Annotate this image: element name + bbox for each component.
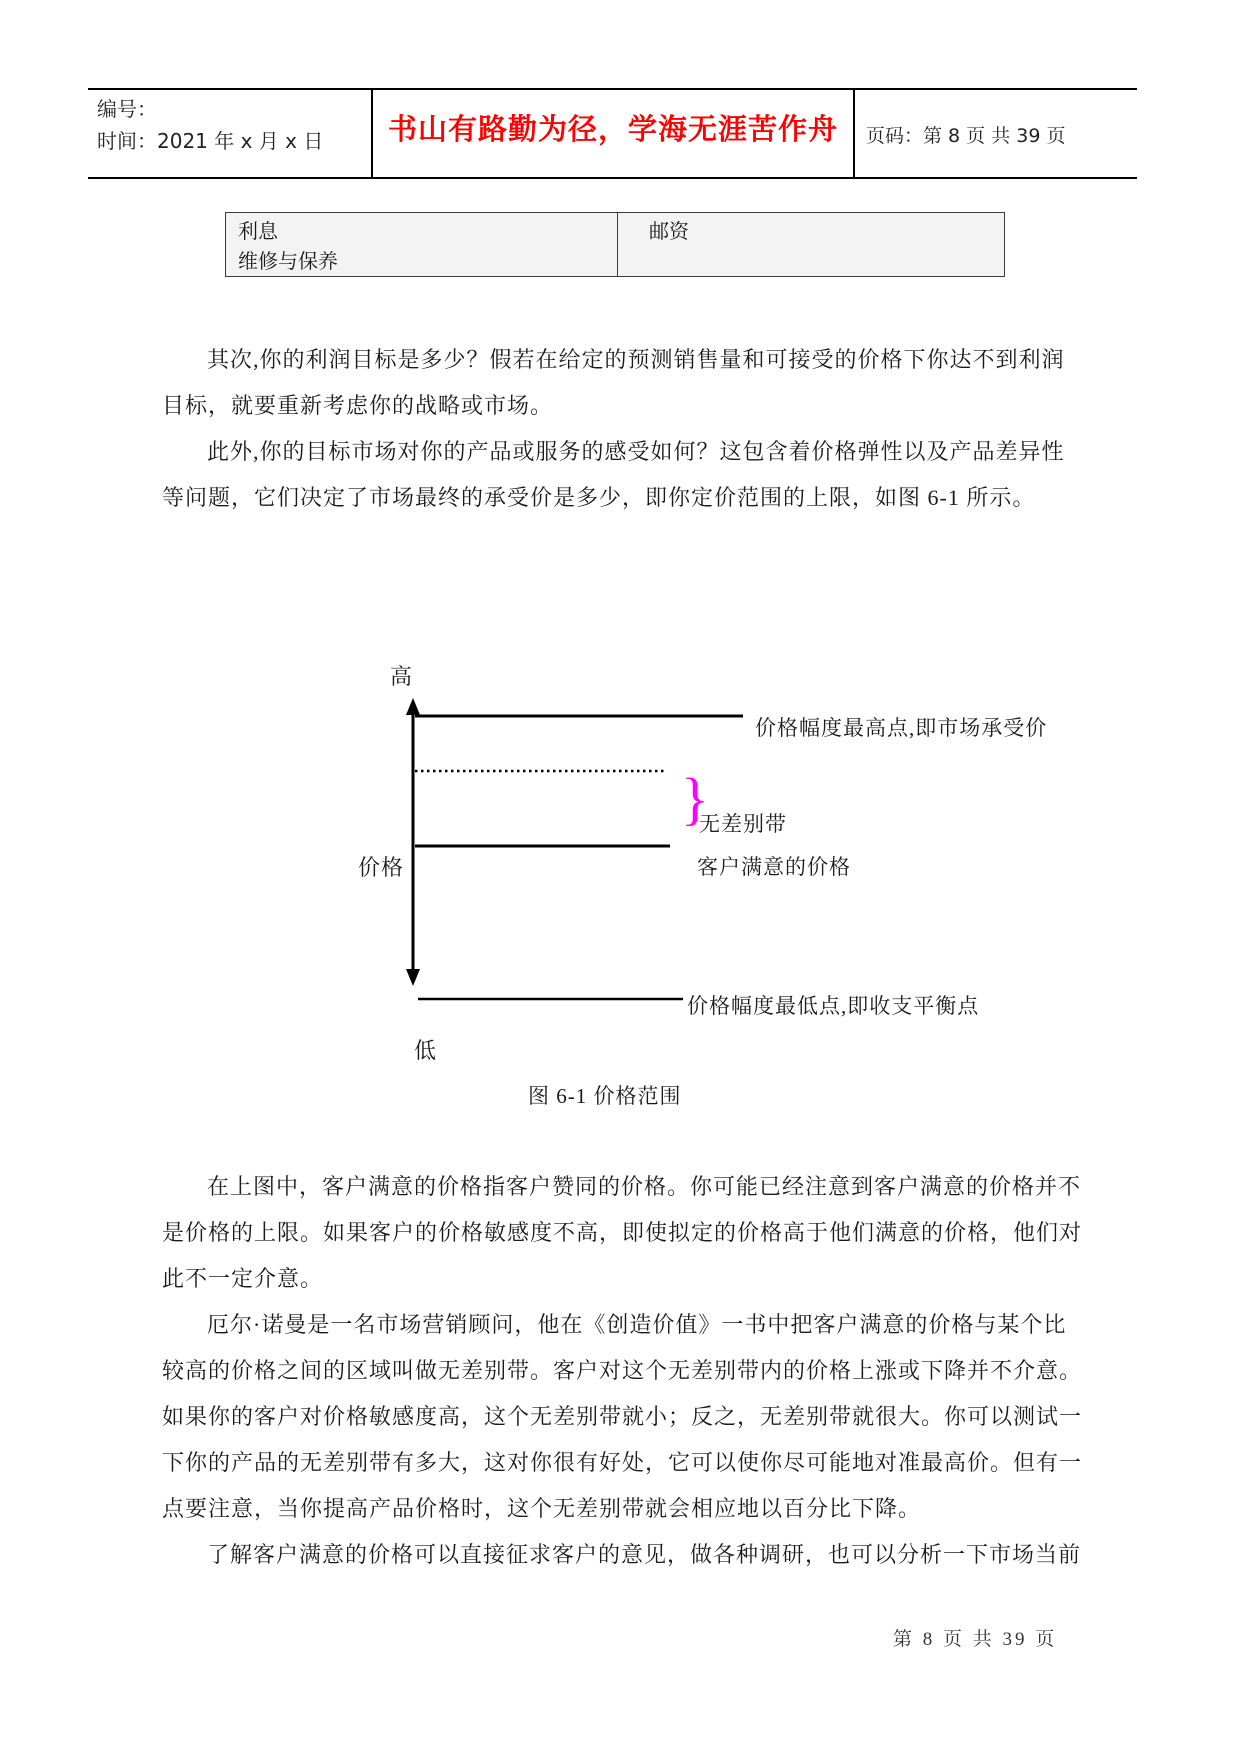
paragraph-line: 此外,你的目标市场对你的产品或服务的感受如何？这包含着价格弹性以及产品差异性 — [207, 439, 1065, 464]
body-bottom-paragraphs — [162, 1164, 1092, 1578]
paragraph-line: 如果你的客户对价格敏感度高，这个无差别带就小；反之，无差别带就很大。你可以测试一 — [162, 1404, 1083, 1429]
paragraph-line: 等问题，它们决定了市场最终的承受价是多少，即你定价范围的上限，如图 6-1 所示。 — [162, 485, 1036, 510]
header-number-label: 编号： — [97, 97, 157, 121]
figure-top-line-label: 价格幅度最高点,即市场承受价 — [755, 716, 1048, 740]
header-page-label: 页码：第 8 页 共 39 页 — [866, 125, 1066, 147]
paragraph-line: 其次,你的利润目标是多少？假若在给定的预测销售量和可接受的价格下你达不到利润 — [207, 347, 1065, 372]
paragraph-line: 了解客户满意的价格可以直接征求客户的意见，做各种调研，也可以分析一下市场当前 — [207, 1542, 1082, 1567]
cost-item-interest: 利息 — [238, 221, 278, 243]
paragraph-line: 点要注意，当你提高产品价格时，这个无差别带就会相应地以百分比下降。 — [162, 1496, 922, 1521]
header-time-label: 时间：2021 年 x 月 x 日 — [97, 129, 324, 153]
cost-table-right-cell — [649, 217, 689, 247]
figure-high-label: 高 — [390, 664, 414, 689]
paragraph-line: 此不一定介意。 — [162, 1266, 324, 1291]
paragraph-line: 是价格的上限。如果客户的价格敏感度不高，即使拟定的价格高于他们满意的价格，他们对 — [162, 1220, 1083, 1245]
paragraph-line: 下你的产品的无差别带有多大，这对你很有好处，它可以使你尽可能地对准最高价。但有一 — [162, 1450, 1083, 1475]
header-meta — [97, 93, 323, 157]
header-motto: 书山有路勤为径，学海无涯苦作舟 — [387, 114, 838, 146]
cost-item-maintenance: 维修与保养 — [238, 251, 338, 273]
figure-low-label: 低 — [414, 1038, 438, 1063]
cost-table — [225, 212, 1005, 277]
paragraph-line: 目标，就要重新考虑你的战略或市场。 — [162, 393, 554, 418]
band-brace-icon: } — [681, 766, 709, 831]
figure-axis-label: 价格 — [358, 855, 405, 880]
paragraph-line: 在上图中，客户满意的价格指客户赞同的价格。你可能已经注意到客户满意的价格并不 — [207, 1174, 1082, 1199]
figure-mid-line-label: 客户满意的价格 — [697, 855, 851, 879]
cost-table-left-cell — [238, 217, 338, 277]
arrow-down-icon — [406, 969, 420, 986]
figure-band-label: 无差别带 — [699, 812, 787, 836]
paragraph-line: 厄尔·诺曼是一名市场营销顾问，他在《创造价值》一书中把客户满意的价格与某个比 — [207, 1312, 1067, 1337]
figure-caption: 图 6-1 价格范围 — [528, 1084, 682, 1108]
paragraph-line: 较高的价格之间的区域叫做无差别带。客户对这个无差别带内的价格上涨或下降并不介意。 — [162, 1358, 1083, 1383]
cost-item-postage: 邮资 — [649, 221, 689, 243]
footer-page-label: 第 8 页 共 39 页 — [893, 1629, 1058, 1650]
figure-bottom-line-label: 价格幅度最低点,即收支平衡点 — [687, 994, 980, 1018]
header-divider-2 — [853, 88, 855, 178]
cost-table-divider — [617, 213, 618, 276]
header-bottom-border — [88, 177, 1137, 179]
arrow-up-icon — [406, 698, 420, 715]
body-top-paragraphs — [162, 337, 1092, 521]
header-top-border — [88, 88, 1137, 90]
